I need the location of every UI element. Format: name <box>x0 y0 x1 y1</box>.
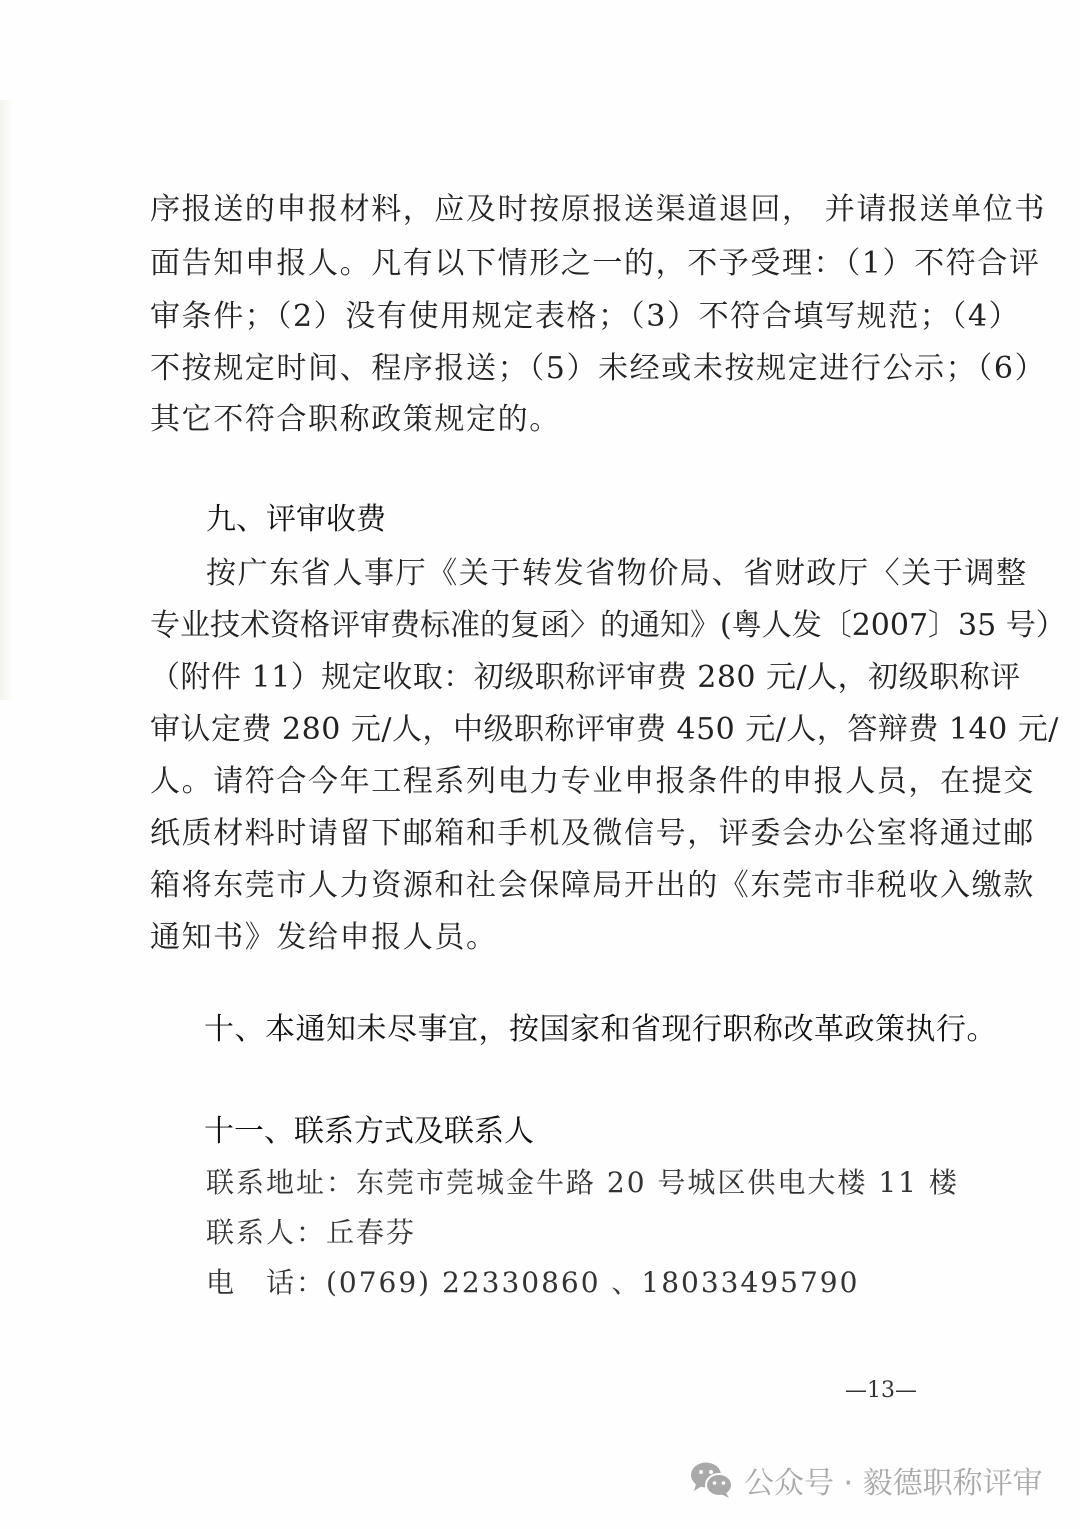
watermark-text: 公众号 · 毅德职称评审 <box>744 1466 1043 1501</box>
wechat-icon <box>690 1460 734 1500</box>
contact-phone: 电 话：(0769) 22330860 、18033495790 <box>206 1266 860 1299</box>
paragraph-line: 不按规定时间、程序报送；（5）未经或未按规定进行公示；（6） <box>150 351 1047 386</box>
paragraph-line: 序报送的申报材料，应及时按原报送渠道退回， 并请报送单位书 <box>150 192 1046 227</box>
paragraph-line: 专业技术资格评审费标准的复函〉的通知》(粤人发〔2007〕35 号） <box>150 608 1066 643</box>
section-heading: 十一、联系方式及联系人 <box>204 1114 534 1149</box>
paragraph-line: 纸质材料时请留下邮箱和手机及微信号，评委会办公室将通过邮 <box>150 816 1035 851</box>
section-heading: 九、评审收费 <box>206 502 386 537</box>
paragraph-line: 箱将东莞市人力资源和社会保障局开出的《东莞市非税收入缴款 <box>150 868 1035 903</box>
contact-person: 联系人：丘春芬 <box>206 1216 417 1249</box>
paragraph-line: 按广东省人事厅《关于转发省物价局、省财政厅〈关于调整 <box>206 556 1028 591</box>
paragraph-line: 面告知申报人。凡有以下情形之一的，不予受理：（1）不符合评 <box>150 246 1041 281</box>
paragraph-line: 审认定费 280 元/人，中级职称评审费 450 元/人，答辩费 140 元/ <box>150 712 1059 747</box>
paragraph-line: 人。请符合今年工程系列电力专业申报条件的申报人员，在提交 <box>150 764 1035 799</box>
paragraph-line: 审条件；（2）没有使用规定表格；（3）不符合填写规范；（4） <box>150 299 1021 334</box>
contact-address: 联系地址：东莞市莞城金牛路 20 号城区供电大楼 11 楼 <box>206 1166 959 1199</box>
paragraph-line: （附件 11）规定收取：初级职称评审费 280 元/人，初级职称评 <box>150 660 1021 695</box>
wechat-watermark <box>690 1458 1043 1502</box>
section-heading-misc: 十、本通知未尽事宜，按国家和省现行职称改革政策执行。 <box>204 1012 997 1047</box>
scan-edge-shadow <box>0 100 14 700</box>
paragraph-line: 其它不符合职称政策规定的。 <box>150 402 561 437</box>
page-number: —13— <box>845 1378 917 1403</box>
paragraph-line: 通知书》发给申报人员。 <box>150 920 498 955</box>
